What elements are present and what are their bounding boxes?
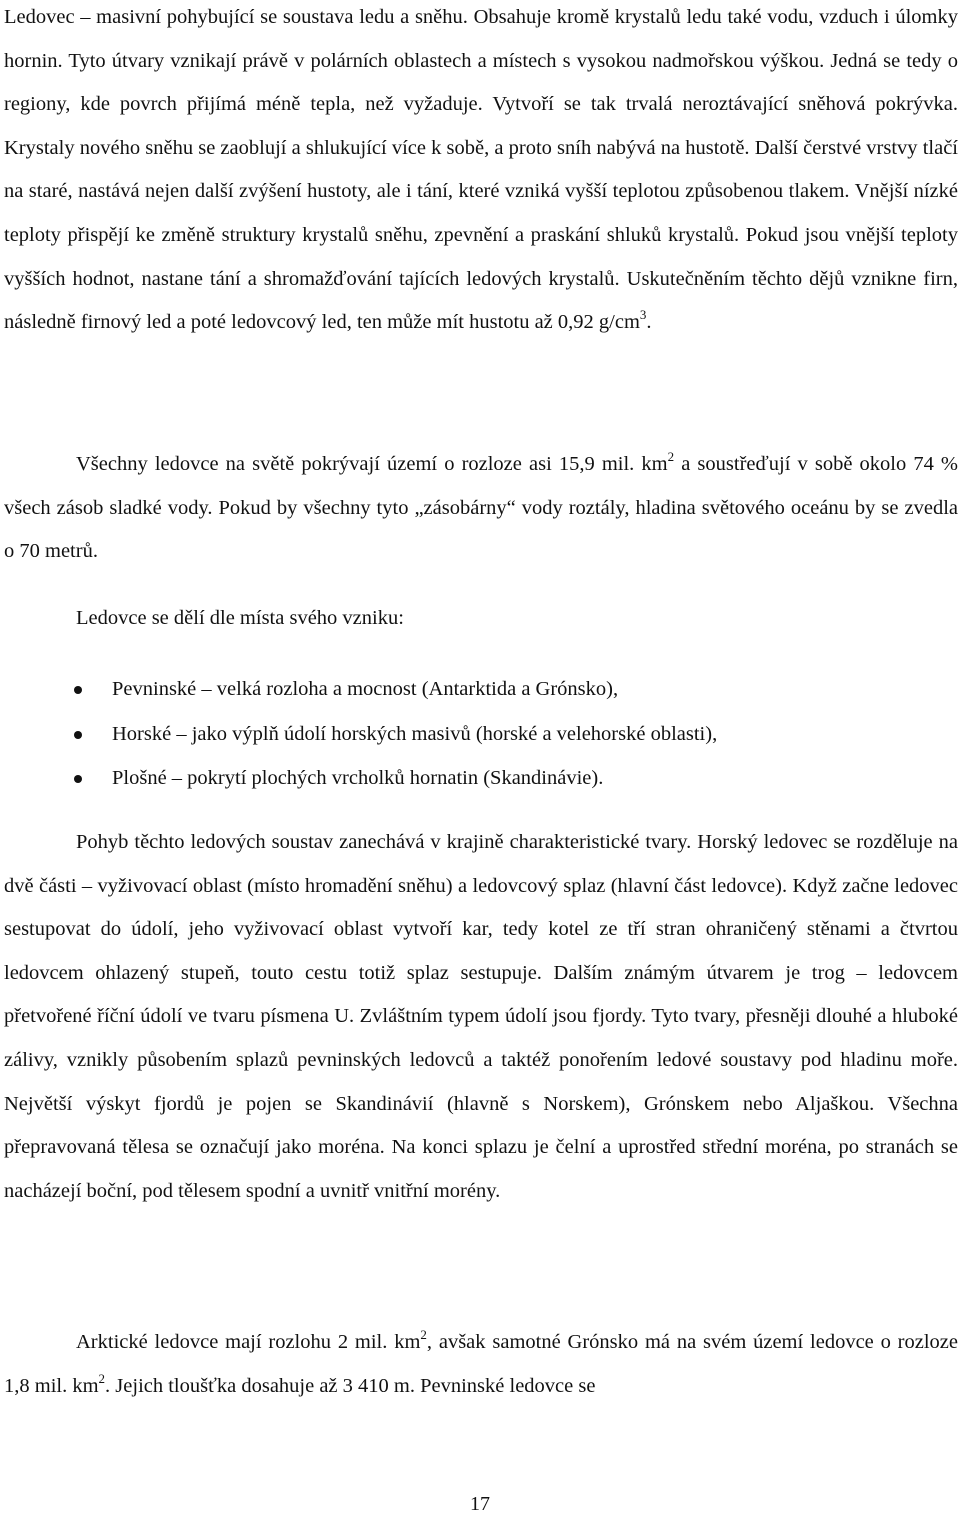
glacier-types-list (0, 667, 960, 801)
paragraph-text: Pohyb těchto ledových soustav zanechává v krajině charakteristické tvary. Horský ledovec se rozděluje na dvě části – vyživovací oblast (místo hromadění sněhu) a ledovcový splaz (hlavní část ledovce). Když začne ledovec sestupovat do údolí, jeho vyživovací oblast vytvoří kar, tedy kotel ze tří stran ohraničený stěnami a čtvrtou ledovcem ohlazený stupeň, touto cestu totiž splaz sestupuje. Dalším známým útvarem je trog – ledovcem přetvořené říční údolí ve tvaru písmena U. Zvláštním typem údolí jsou fjordy. Tyto tvary, přesněji dlouhé a hluboké zálivy, vznikly působením splazů pevninských ledovců a taktéž ponořením ledové soustavy pod hladinu moře. Největší výskyt fjordů je pojen se Skandinávií (hlavně s Norskem), Grónskem nebo Aljaškou. Všechna přepravovaná tělesa se označují jako moréna. Na konci splazu je čelní a uprostřed střední moréna, po stranách se nacházejí boční, pod tělesem spodní a uvnitř vnitřní morény. (4, 831, 958, 1202)
superscript: 3 (639, 307, 647, 323)
list-item (0, 756, 960, 801)
bullet-icon (74, 731, 82, 739)
list-item-text: Pevninské – velká rozloha a mocnost (Antarktida a Grónsko), (112, 678, 619, 700)
list-item-text: Horské – jako výplň údolí horských masivů (horské a velehorské oblasti), (112, 722, 718, 745)
paragraph-glacier-extent (4, 443, 958, 574)
list-item (0, 712, 960, 757)
paragraph-text: , avšak samotné Grónsko má na svém území ledovce o rozloze 1,8 mil. km (4, 1331, 958, 1397)
list-item-text: Plošné – pokrytí plochých vrcholků hornatin (Skandinávie). (112, 767, 604, 789)
paragraph-glacier-definition (4, 0, 958, 345)
bullet-icon (74, 686, 82, 694)
bullet-icon (74, 775, 82, 783)
paragraph-arctic-glaciers (4, 1321, 958, 1408)
paragraph-classification-intro (4, 597, 958, 641)
paragraph-text: Ledovec – masivní pohybující se soustava ledu a sněhu. Obsahuje kromě krystalů ledu také vodu, vzduch i úlomky hornin. Tyto útvary vznikají právě v polárních oblastech a místech s vysokou nadmořskou výškou. Jedná se tedy o regiony, kde povrch přijímá méně tepla, než vyžaduje. Vytvoří se tak trvalá neroztávající sněhová pokrývka. Krystaly nového sněhu se zaoblují a shlukující více k sobě, a proto sníh nabývá na hustotě. Další čerstvé vrstvy tlačí na staré, nastává nejen další zvýšení hustoty, ale i tání, které vzniká vyšší teplotou způsobenou tlakem. Vnější nízké teploty přispějí ke změně struktury krystalů sněhu, zpevnění a praskání shluků krystalů. Pokud jsou vnější teploty vyšších hodnot, nastane tání a shromažďování tajících ledových krystalů. Uskutečněním těchto dějů vznikne firn, následně firnový led a poté ledovcový led, ten může mít hustotu až 0,92 g/cm (4, 6, 958, 334)
paragraph-glacial-landforms (4, 821, 958, 1213)
page-number: 17 (470, 1493, 490, 1515)
paragraph-text: . Jejich tloušťka dosahuje až 3 410 m. Pevninské ledovce se (105, 1374, 596, 1397)
superscript: 2 (667, 449, 675, 465)
superscript: 2 (420, 1327, 427, 1343)
superscript: 2 (98, 1370, 106, 1386)
paragraph-text: Arktické ledovce mají rozlohu 2 mil. km (76, 1331, 421, 1353)
paragraph-text: a soustřeďují v sobě okolo 74 % všech zásob sladké vody. Pokud by všechny tyto „zásobárny“ vody roztály, hladina světového oceánu by se zvedla o 70 metrů. (4, 453, 958, 563)
list-item (0, 667, 960, 712)
paragraph-text: Ledovce se dělí dle místa svého vzniku: (76, 607, 404, 629)
paragraph-text: Všechny ledovce na světě pokrývají území o rozloze asi 15,9 mil. km (76, 453, 668, 475)
paragraph-text: . (646, 311, 652, 334)
